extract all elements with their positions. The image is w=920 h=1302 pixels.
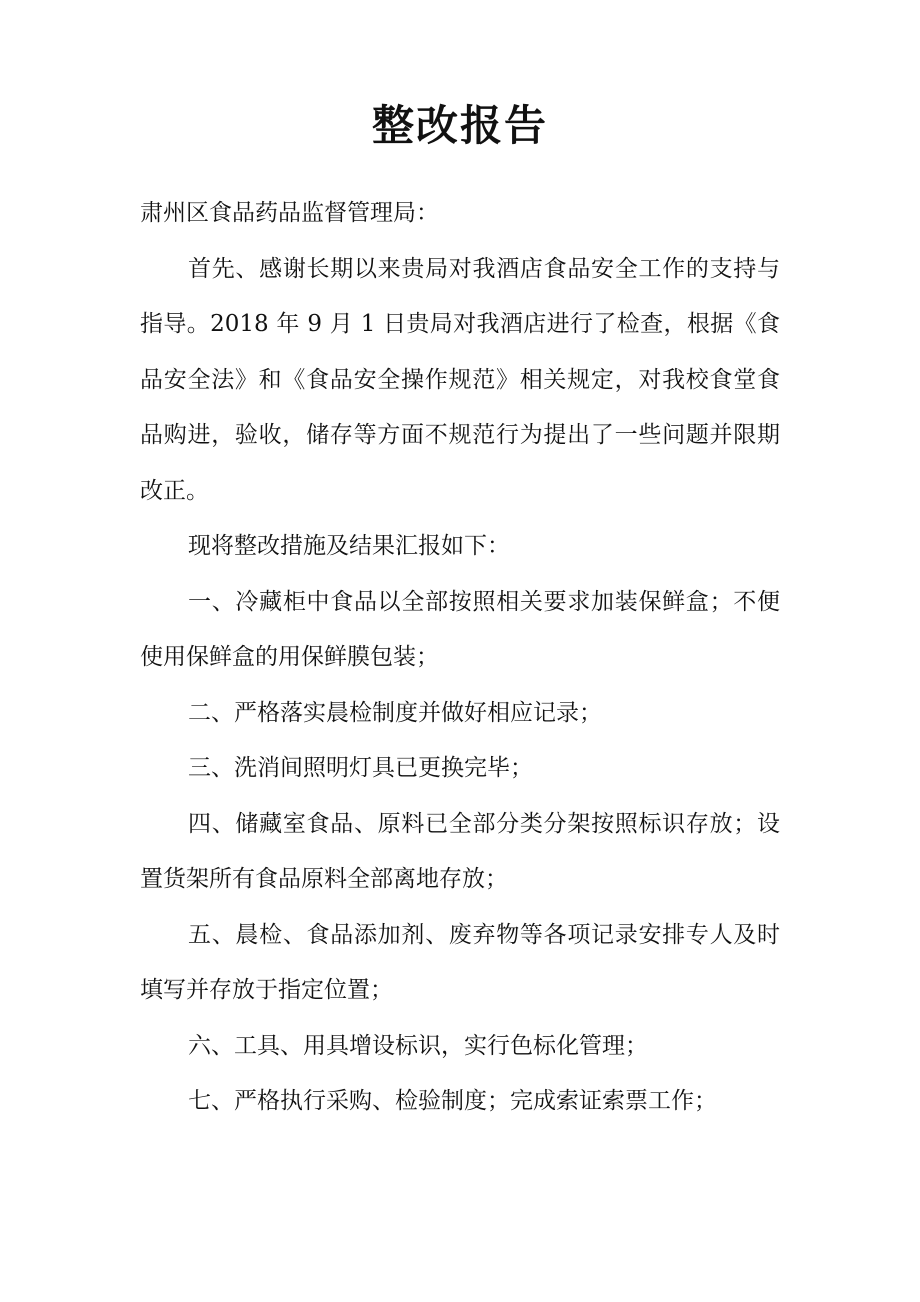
item-4: 四、储藏室食品、原料已全部分类分架按照标识存放；设置货架所有食品原料全部离地存放； <box>140 810 780 892</box>
document-title: 整改报告 <box>371 101 548 150</box>
paragraph-summary: 现将整改措施及结果汇报如下： <box>188 533 510 559</box>
item-1: 一、冷藏柜中食品以全部按照相关要求加装保鲜盒；不便使用保鲜盒的用保鲜膜包装； <box>140 588 780 670</box>
item-2: 二、严格落实晨检制度并做好相应记录； <box>188 699 602 726</box>
item-7: 七、严格执行采购、检验制度；完成索证索票工作； <box>188 1088 717 1114</box>
document-body <box>140 186 780 1130</box>
item-6: 六、工具、用具增设标识，实行色标化管理； <box>188 1032 648 1059</box>
salutation: 肃州区食品药品监督管理局： <box>140 200 439 226</box>
item-5: 五、晨检、食品添加剂、废弃物等各项记录安排专人及时填写并存放于指定位置； <box>140 921 780 1003</box>
paragraph-intro: 首先、感谢长期以来贵局对我酒店食品安全工作的支持与指导。2018 年 9 月 1 日贵局对我酒店进行了检查，根据《食品安全法》和《食品安全操作规范》相关规定，对我校食堂食品购进，验收，储存等方面不规范行为提出了一些问题并限期改正。 <box>140 255 780 504</box>
item-3: 三、洗消间照明灯具已更换完毕； <box>188 755 533 781</box>
